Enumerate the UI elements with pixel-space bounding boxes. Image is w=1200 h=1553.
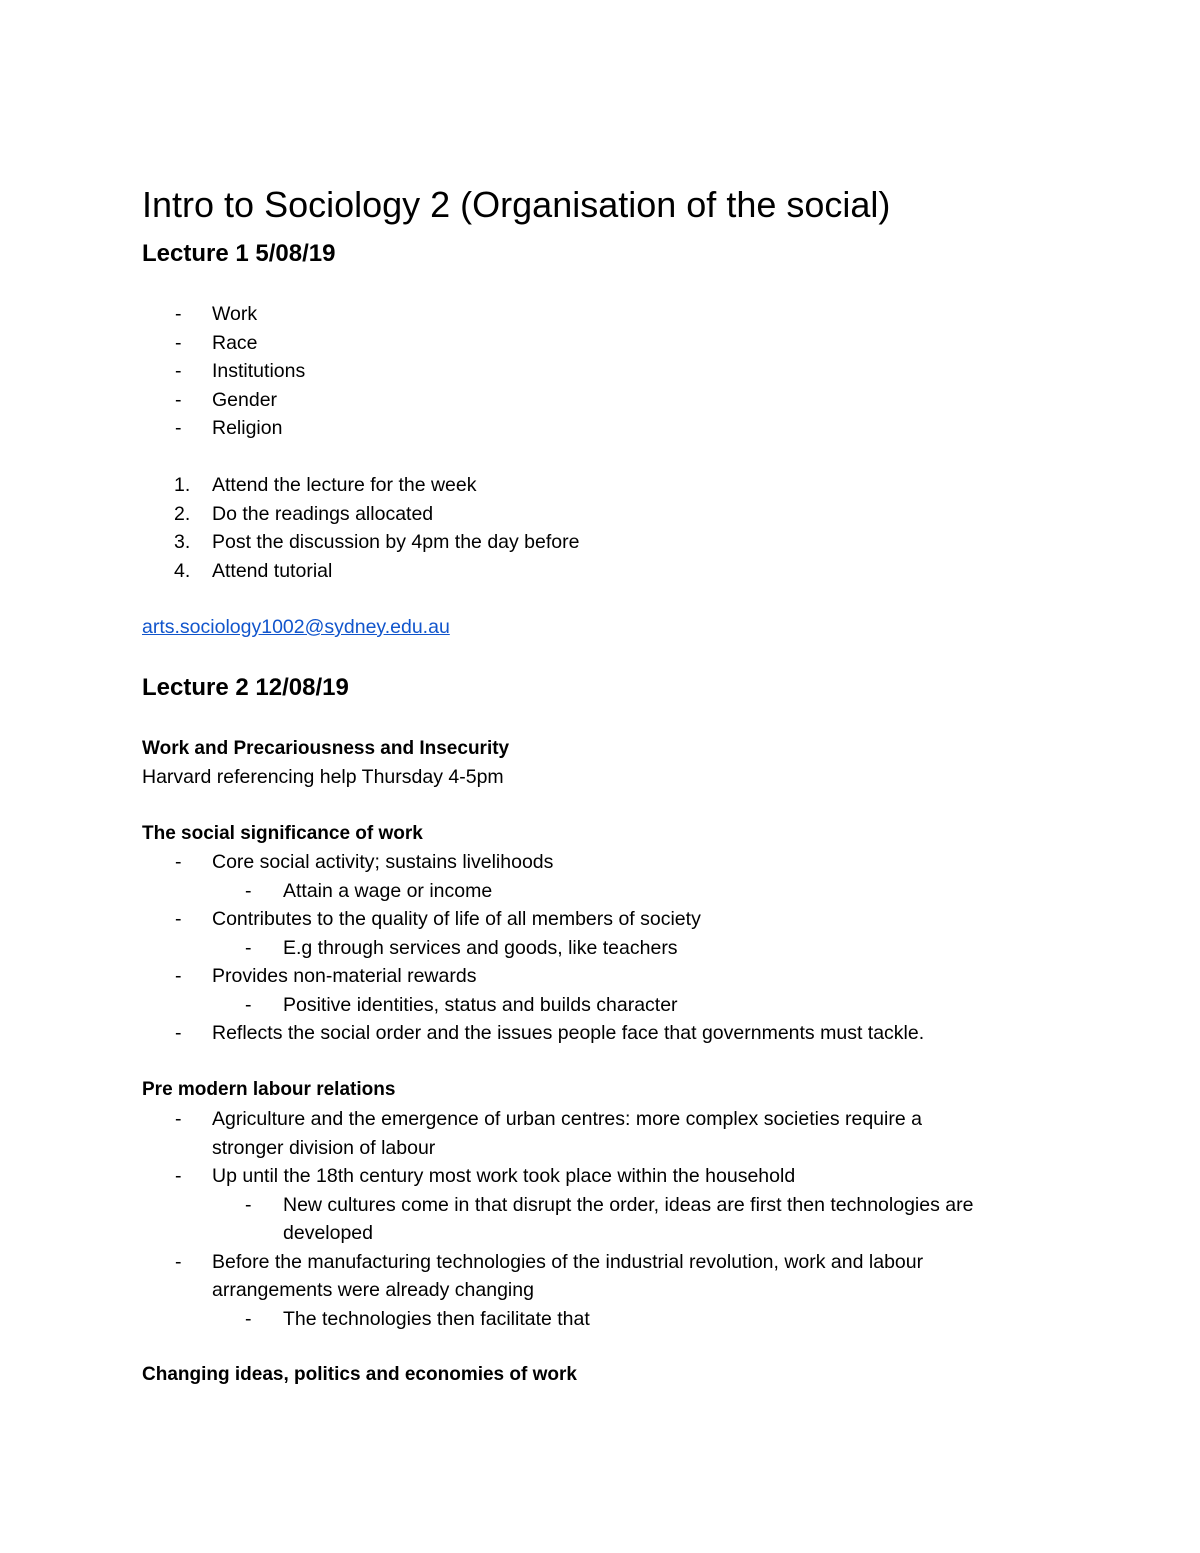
lecture-1-topic-list (142, 300, 1062, 443)
list-item: 4. Attend tutorial (174, 559, 333, 582)
list-item: - Up until the 18th century most work took place within the household (175, 1165, 796, 1187)
list-item: - New cultures come in that disrupt the order, ideas are first then technologies are developed (245, 1193, 974, 1244)
list-item: - Positive identities, status and builds character (245, 993, 678, 1016)
list-item: - Contributes to the quality of life of all members of society (175, 908, 701, 930)
list-item: - Agriculture and the emergence of urban centres: more complex societies require a stronger division of labour (175, 1108, 922, 1159)
list-item: 3. Post the discussion by 4pm the day before (174, 531, 580, 553)
list-item: - Provides non-material rewards (175, 965, 477, 987)
list-item: - Institutions (175, 360, 306, 382)
list-item: - E.g through services and goods, like teachers (245, 936, 678, 959)
list-item: - Reflects the social order and the issues people face that governments must tackle. (175, 1022, 925, 1044)
email-link[interactable]: arts.sociology1002@sydney.edu.au (142, 616, 450, 638)
list-item: - Gender (175, 388, 278, 411)
document-title: Intro to Sociology 2 (Organisation of the social) (142, 184, 891, 225)
social-significance-list (142, 848, 1062, 1048)
premodern-labour-heading: Pre modern labour relations (142, 1079, 396, 1100)
list-item: - Race (175, 331, 258, 354)
list-item: - Religion (175, 417, 283, 439)
list-item: - Attain a wage or income (245, 879, 493, 902)
email-paragraph (142, 613, 450, 642)
work-precariousness-heading: Work and Precariousness and Insecurity (142, 738, 510, 759)
list-item: - Before the manufacturing technologies of the industrial revolution, work and labour arrangements were already changing (175, 1250, 924, 1301)
changing-ideas-heading: Changing ideas, politics and economies of work (142, 1364, 577, 1385)
list-item: 1. Attend the lecture for the week (174, 474, 477, 496)
harvard-note: Harvard referencing help Thursday 4-5pm (142, 766, 504, 788)
list-item: 2. Do the readings allocated (174, 502, 434, 525)
lecture-2-heading: Lecture 2 12/08/19 (142, 674, 349, 701)
premodern-labour-list (142, 1105, 1062, 1333)
list-item: - The technologies then facilitate that (245, 1307, 590, 1330)
lecture-1-steps-list (142, 471, 1062, 585)
list-item: - Work (175, 303, 258, 325)
list-item: - Core social activity; sustains livelihoods (175, 851, 554, 873)
social-significance-heading: The social significance of work (142, 823, 423, 844)
lecture-1-heading: Lecture 1 5/08/19 (142, 240, 336, 267)
